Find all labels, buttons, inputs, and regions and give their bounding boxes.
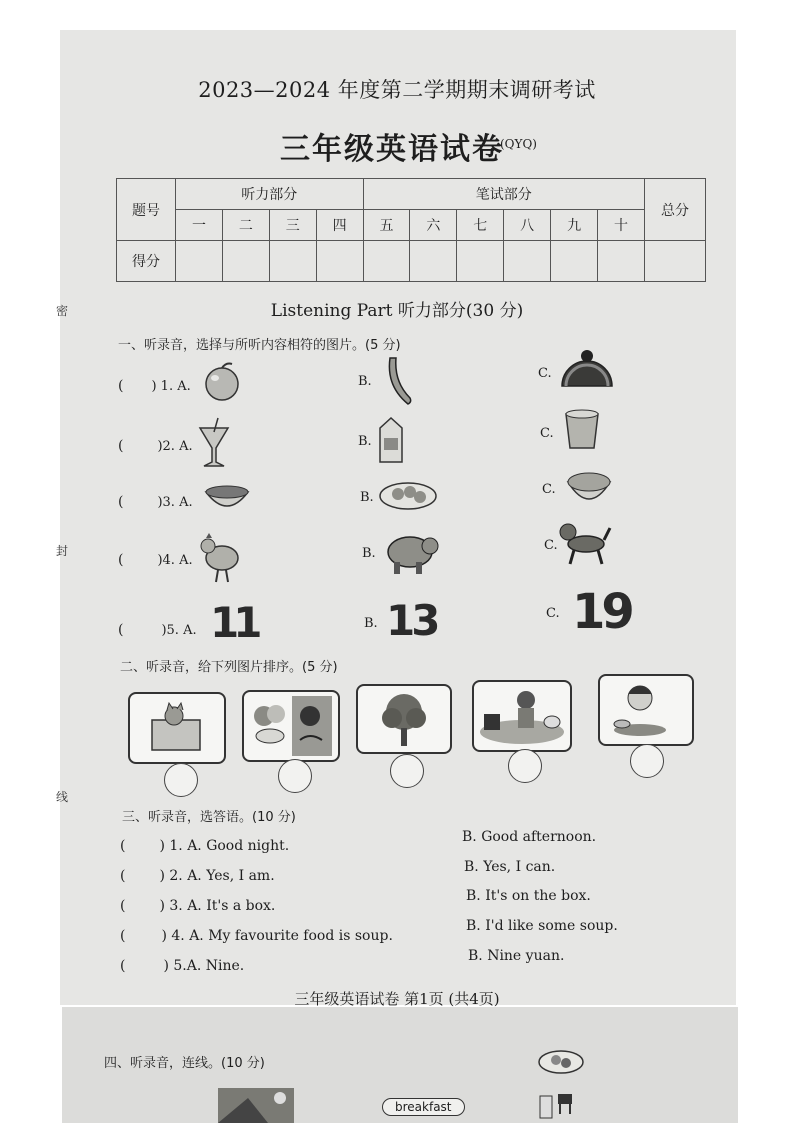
order-answer-circle-4[interactable] <box>508 749 542 783</box>
side-mark-feng: 封 <box>56 544 69 558</box>
section1-title: 一、听录音，选择与所听内容相符的图片。(5 分) <box>118 338 401 353</box>
scene-picture <box>218 1088 294 1123</box>
watermelon-icon <box>558 346 616 394</box>
section4-title: 四、听录音，连线。(10 分) <box>104 1056 265 1071</box>
number-11-picture: 11 <box>210 598 257 647</box>
score-cell[interactable] <box>410 241 457 282</box>
order-answer-circle-1[interactable] <box>164 763 198 797</box>
pig-icon <box>382 530 440 576</box>
s1-q1: ( ) 1. A. <box>118 378 191 394</box>
farm-picture <box>472 680 572 752</box>
girl-eating-picture <box>598 674 694 746</box>
s1-q2: ( )2. A. <box>118 438 193 454</box>
score-cell[interactable] <box>176 241 223 282</box>
total-header-cell: 总分 <box>645 179 706 241</box>
food-plate-icon <box>536 1046 586 1076</box>
s3-q2-b: B. Yes, I can. <box>464 859 556 875</box>
juice-icon <box>196 416 232 470</box>
s1-q4: ( )4. A. <box>118 552 193 568</box>
s3-q3-b: B. It's on the box. <box>466 888 591 904</box>
word-card-breakfast[interactable]: breakfast <box>382 1098 465 1116</box>
s3-q2: ( ) 2. A. Yes, I am. <box>120 868 275 884</box>
s1-q5-c: C. <box>546 606 560 621</box>
col-header: 九 <box>551 210 598 241</box>
paper-code: (QYQ) <box>500 137 537 151</box>
col-header: 二 <box>222 210 269 241</box>
s3-q5: ( ) 5.A. Nine. <box>120 958 245 974</box>
banana-icon <box>382 354 416 408</box>
score-cell[interactable] <box>222 241 269 282</box>
s1-q3: ( )3. A. <box>118 494 193 510</box>
s3-q4-b: B. I'd like some soup. <box>466 918 618 934</box>
score-cell[interactable] <box>504 241 551 282</box>
col-header: 五 <box>363 210 410 241</box>
col-header: 一 <box>176 210 223 241</box>
s3-q5-b: B. Nine yuan. <box>468 948 565 964</box>
s1-q4-c: C. <box>544 538 558 553</box>
order-answer-circle-2[interactable] <box>278 759 312 793</box>
col-header: 十 <box>598 210 645 241</box>
side-mark-mi: 密 <box>56 304 69 318</box>
s3-q1-b: B. Good afternoon. <box>462 829 597 845</box>
col-header: 六 <box>410 210 457 241</box>
s1-q3-b: B. <box>360 490 374 505</box>
salad-bowl-icon <box>204 482 250 514</box>
score-cell[interactable] <box>269 241 316 282</box>
order-answer-circle-3[interactable] <box>390 754 424 788</box>
listening-part-title: Listening Part 听力部分(30 分) <box>270 301 524 321</box>
exam-title: 2023—2024 年度第二学期期末调研考试 <box>198 78 596 102</box>
s1-q4-b: B. <box>362 546 376 561</box>
col-header: 八 <box>504 210 551 241</box>
s1-q2-b: B. <box>358 434 372 449</box>
page-footer: 三年级英语试卷 第1页 (共4页) <box>294 990 500 1008</box>
col-header: 四 <box>316 210 363 241</box>
dog-icon <box>556 518 612 568</box>
row-header-cell: 题号 <box>117 179 176 241</box>
milk-and-dog-icon <box>538 1086 578 1120</box>
total-score-cell[interactable] <box>645 241 706 282</box>
s3-q1: ( ) 1. A. Good night. <box>120 838 290 854</box>
score-cell[interactable] <box>316 241 363 282</box>
s1-q1-b: B. <box>358 374 372 389</box>
noodles-cup-icon <box>562 408 602 452</box>
score-table <box>116 178 706 282</box>
written-header-cell: 笔试部分 <box>363 179 644 210</box>
col-header: 七 <box>457 210 504 241</box>
side-mark-xian: 线 <box>56 790 69 804</box>
number-13-picture: 13 <box>386 596 437 645</box>
s3-q4: ( ) 4. A. My favourite food is soup. <box>120 928 393 944</box>
cat-in-box-picture <box>128 692 226 764</box>
milk-icon <box>376 414 406 466</box>
tree-picture <box>356 684 452 754</box>
s3-q3: ( ) 3. A. It's a box. <box>120 898 276 914</box>
order-answer-circle-5[interactable] <box>630 744 664 778</box>
s1-q3-c: C. <box>542 482 556 497</box>
section2-title: 二、听录音，给下列图片排序。(5 分) <box>120 660 338 675</box>
cookies-plate-icon <box>378 476 438 512</box>
s1-q5: ( )5. A. <box>118 622 197 638</box>
s1-q5-b: B. <box>364 616 378 631</box>
score-cell[interactable] <box>598 241 645 282</box>
score-row-label: 得分 <box>117 241 176 282</box>
score-cell[interactable] <box>551 241 598 282</box>
hen-icon <box>196 530 242 584</box>
food-and-face-picture <box>242 690 340 762</box>
s1-q2-c: C. <box>540 426 554 441</box>
rice-bowl-icon <box>566 470 612 510</box>
score-cell[interactable] <box>363 241 410 282</box>
apple-icon <box>202 360 242 402</box>
col-header: 三 <box>269 210 316 241</box>
score-cell[interactable] <box>457 241 504 282</box>
s1-q1-c: C. <box>538 366 552 381</box>
exam-sheet-page1 <box>60 30 736 1005</box>
section3-title: 三、听录音，选答语。(10 分) <box>122 810 296 825</box>
listening-header-cell: 听力部分 <box>176 179 364 210</box>
paper-title: 三年级英语试卷 <box>280 132 504 167</box>
number-19-picture: 19 <box>572 584 631 640</box>
